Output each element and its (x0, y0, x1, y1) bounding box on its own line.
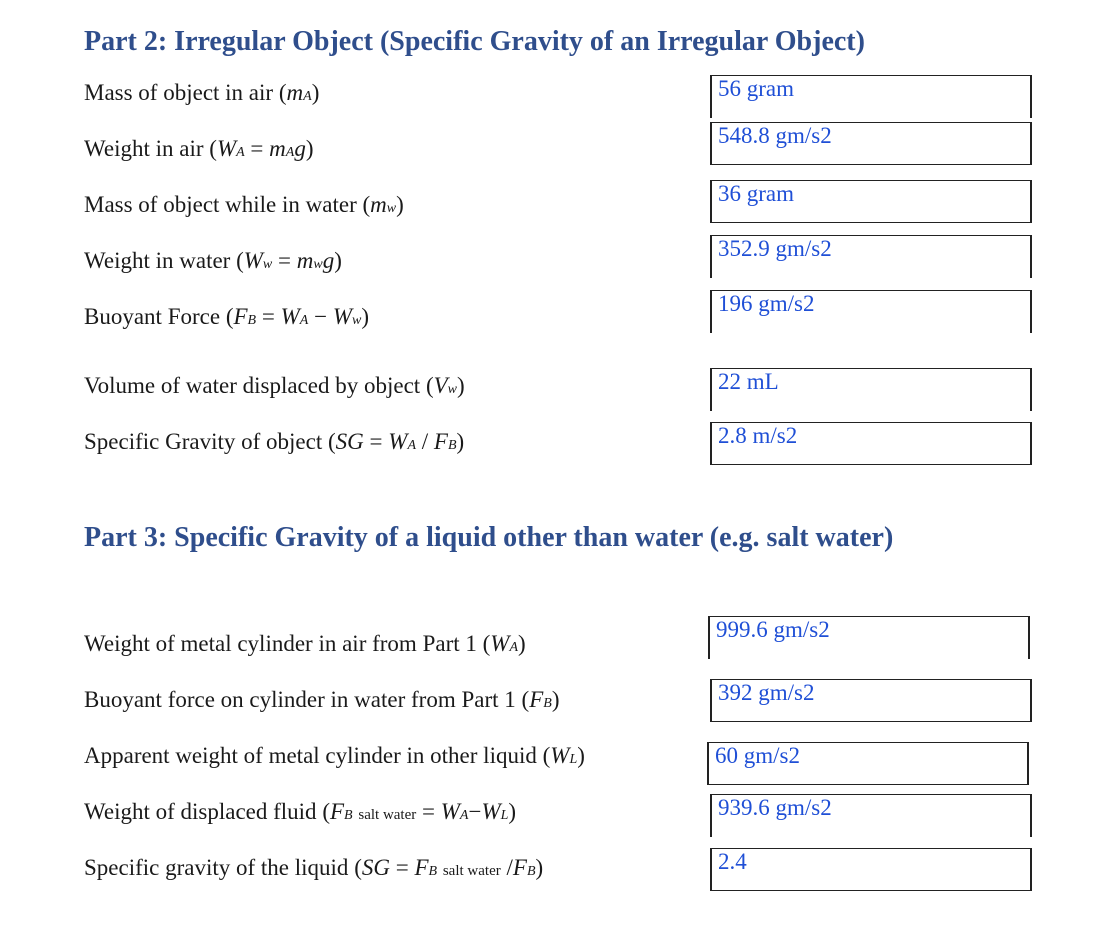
buoyant-force-field[interactable] (710, 290, 1032, 333)
label-volume-displaced: Volume of water displaced by object (Vw) (84, 373, 465, 398)
specific-gravity-liquid-field[interactable] (710, 848, 1032, 891)
weight-in-air-value: 548.8 gm/s2 (718, 123, 832, 148)
label-buoyant-force: Buoyant Force (FB = WA − Ww) (84, 304, 369, 329)
buoyant-force-cylinder-value: 392 gm/s2 (718, 680, 815, 705)
label-mass-in-air: Mass of object in air (mA) (84, 80, 320, 105)
volume-displaced-value: 22 mL (718, 369, 779, 394)
weight-displaced-fluid-value: 939.6 gm/s2 (718, 795, 832, 820)
mass-in-air-value: 56 gram (718, 76, 795, 101)
volume-displaced-field[interactable] (710, 368, 1032, 411)
label-apparent-weight: Apparent weight of metal cylinder in other liquid (WL) (84, 743, 585, 768)
label-specific-gravity-object: Specific Gravity of object (SG = WA / FB) (84, 429, 465, 454)
buoyant-force-value: 196 gm/s2 (718, 291, 815, 316)
apparent-weight-value: 60 gm/s2 (715, 743, 800, 768)
label-weight-in-air: Weight in air (WA = mAg) (84, 136, 314, 161)
weight-displaced-fluid-field[interactable] (710, 794, 1032, 837)
part2-heading: Part 2: Irregular Object (Specific Gravity of an Irregular Object) (84, 26, 865, 57)
weight-in-water-value: 352.9 gm/s2 (718, 236, 832, 261)
label-specific-gravity-liquid: Specific gravity of the liquid (SG = FB salt water /FB) (84, 855, 544, 880)
buoyant-force-cylinder-field[interactable] (710, 679, 1032, 722)
mass-in-water-value: 36 gram (718, 181, 795, 206)
specific-gravity-object-value: 2.8 m/s2 (718, 423, 798, 448)
weight-cylinder-air-value: 999.6 gm/s2 (716, 617, 830, 642)
weight-cylinder-air-field[interactable] (708, 616, 1030, 659)
label-weight-in-water: Weight in water (Ww = mwg) (84, 248, 342, 273)
part3-heading: Part 3: Specific Gravity of a liquid other than water (e.g. salt water) (84, 522, 894, 553)
label-weight-displaced-fluid: Weight of displaced fluid (FB salt water = WA−WL) (84, 799, 517, 824)
mass-in-air-field[interactable] (710, 75, 1032, 118)
apparent-weight-field[interactable] (707, 742, 1029, 785)
mass-in-water-field[interactable] (710, 180, 1032, 223)
weight-in-water-field[interactable] (710, 235, 1032, 278)
weight-in-air-field[interactable] (710, 122, 1032, 165)
specific-gravity-object-field[interactable] (710, 422, 1032, 465)
label-buoyant-force-cylinder: Buoyant force on cylinder in water from Part 1 (FB) (84, 687, 560, 712)
label-mass-in-water: Mass of object while in water (mw) (84, 192, 404, 217)
label-weight-cylinder-air: Weight of metal cylinder in air from Part 1 (WA) (84, 631, 526, 656)
specific-gravity-liquid-value: 2.4 (718, 849, 747, 874)
